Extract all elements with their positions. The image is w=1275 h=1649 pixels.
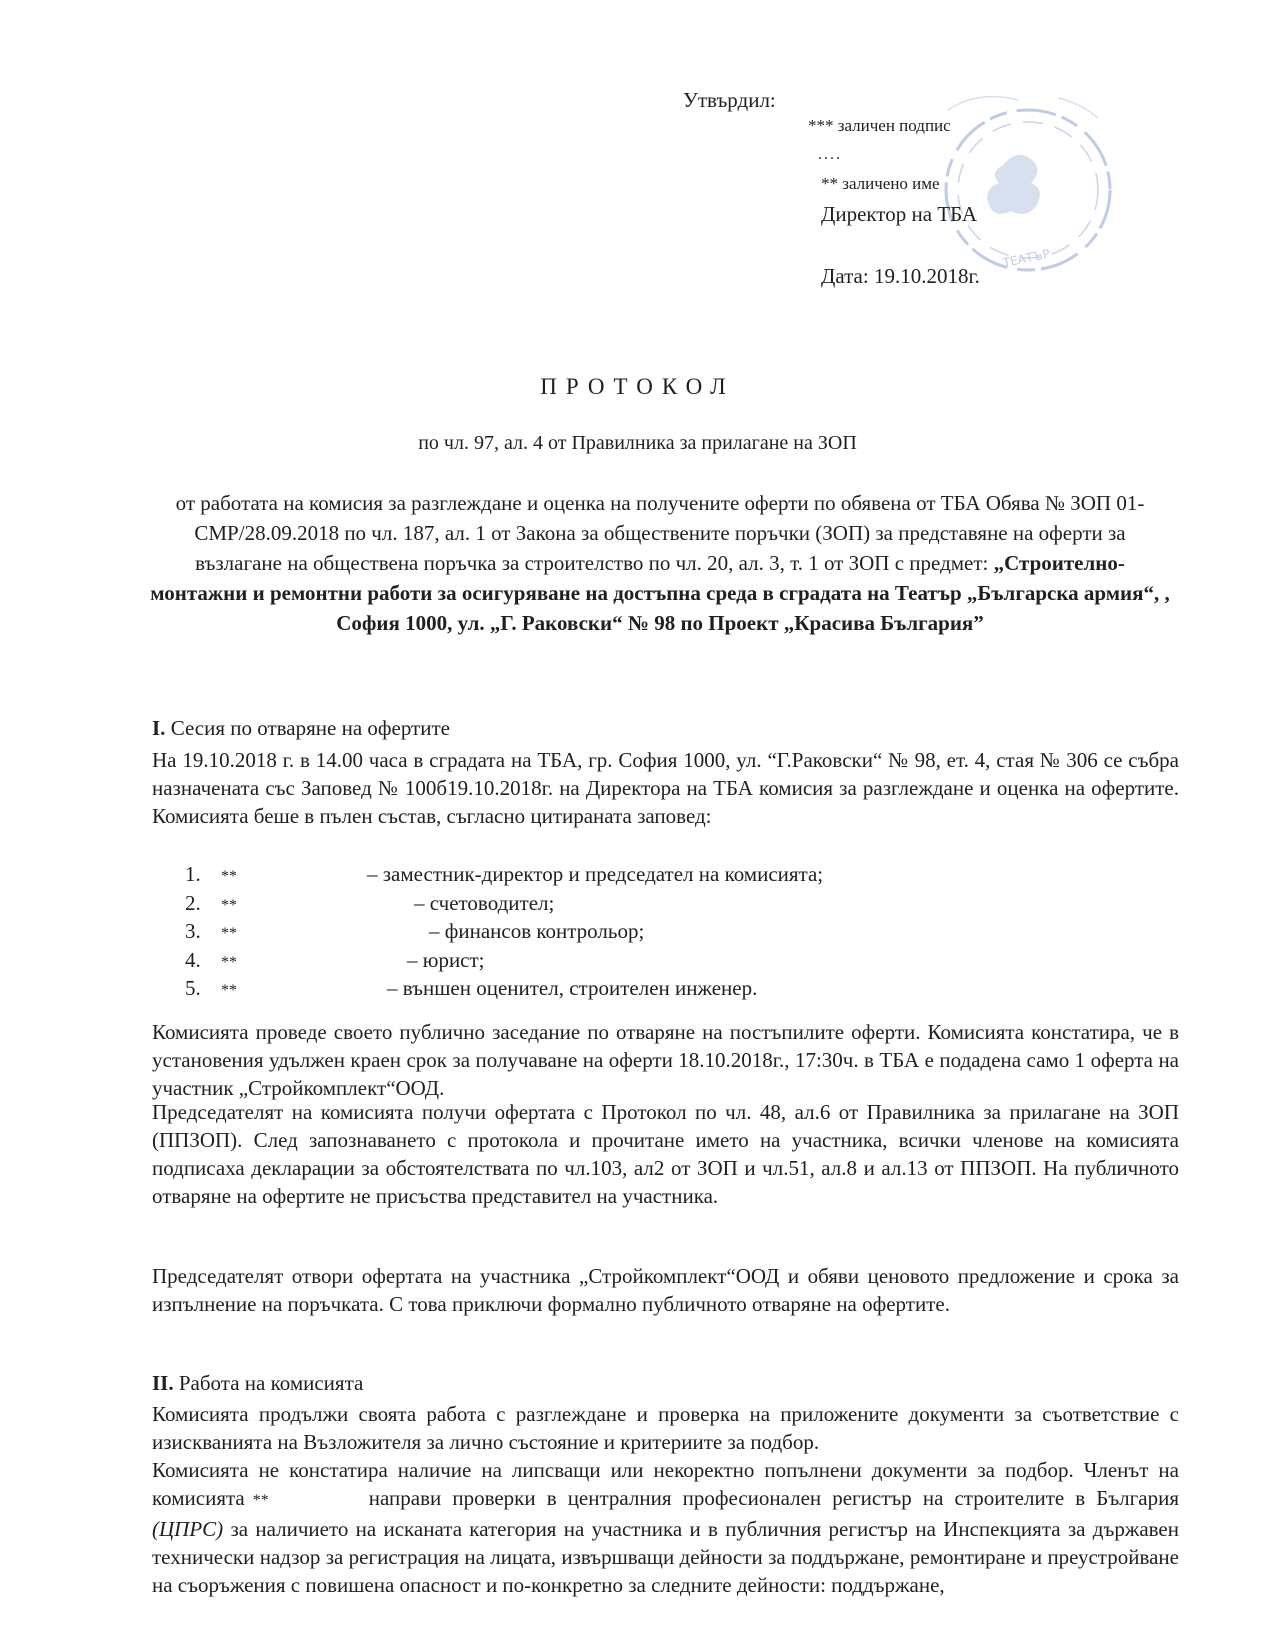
section-1-text: На 19.10.2018 г. в 14.00 часа в сградата на ТБА, гр. София 1000, ул. “Г.Раковски“ № 98, ет. 4, стая № 306 се събра назначената със Заповед № 100б19.10.2018г. на Директора на ТБА комисия за разглеждане и оценка на офертите. Комисията беше в пълен състав, съгласно цитираната заповед: xyxy=(152,748,1179,828)
redaction-mark: ** xyxy=(221,868,237,885)
chairman-paragraph: Председателят на комисията получи офертата с Протокол по чл. 48, ал.6 от Правилника за прилагане на ЗОП (ППЗОП). След запознаването с протокола и прочитане името на участника, всички членове на комисията подписаха декларации за обстоятелствата по чл.103, ал2 от ЗОП и чл.51, ал.8 и ал.13 от ППЗОП. На публичното отваряне на офертите не присъства представител на участника. xyxy=(152,1100,1179,1208)
member-role: – юрист; xyxy=(407,947,485,972)
list-item xyxy=(185,946,823,975)
text-segment: за наличието на исканата категория на участника и в публичния регистър на Инспекцията за държавен технически надзор за регистрация на лицата, извършващи дейности за поддържане, ремонтиране и преустройване на съоръжения с повишена опасност и по-конкретно за следните дейности: поддържане, xyxy=(152,1517,1179,1597)
redaction-mark: ** xyxy=(252,1492,269,1509)
svg-text:ТЕАТЪР: ТЕАТЪР xyxy=(1001,246,1052,271)
intro-subject: „Строително-монтажни и ремонтни работи за осигуряване на достъпна среда в сградата на Театър „Българска армия“, , София 1000, ул. „Г. Раковски“ № 98 по Проект „Красива България” xyxy=(150,551,1170,635)
list-number: 3. xyxy=(185,919,201,943)
member-role: – финансов контрольор; xyxy=(429,919,645,943)
section-2-text-2 xyxy=(152,1456,1179,1599)
document-subtitle: по чл. 97, ал. 4 от Правилника за прилагане на ЗОП xyxy=(418,432,857,454)
redaction-mark: ** xyxy=(221,925,237,942)
list-item xyxy=(185,889,823,918)
section-2-text-1: Комисията продължи своята работа с разглеждане и проверка на приложените документи за съответствие с изискванията на Възложителя за лично състояние и критериите за подбор. xyxy=(152,1402,1179,1454)
member-role: – заместник-директор и председател на комисията; xyxy=(367,862,824,886)
section-1-heading xyxy=(152,716,450,741)
intro-paragraph xyxy=(150,488,1170,638)
list-item xyxy=(185,974,823,1003)
name-redacted: ** заличено име xyxy=(821,174,940,193)
list-number: 4. xyxy=(185,947,201,972)
committee-members-list xyxy=(185,860,823,1003)
session-paragraph: Комисията проведе своето публично заседание по отваряне на постъпилите оферти. Комисията констатира, че в установения удължен краен срок за получаване на оферти 18.10.2018г., 17:30ч. в ТБА е подадена само 1 оферта на участник „Стройкомплект“ООД. xyxy=(152,1020,1179,1100)
section-2-title: Работа на комисията xyxy=(178,1371,364,1395)
document-title: ПРОТОКОЛ xyxy=(540,374,735,399)
text-segment: направи проверки в централния професионален регистър на строителите в България xyxy=(368,1486,1179,1510)
redaction-mark: ** xyxy=(221,896,237,914)
approved-by-label: Утвърдил: xyxy=(683,88,776,112)
signature-dots: .... xyxy=(818,146,842,163)
section-1-number: I. xyxy=(152,716,166,740)
list-number: 5. xyxy=(185,976,201,1000)
register-abbreviation: (ЦПРС) xyxy=(152,1517,224,1541)
list-item xyxy=(185,860,823,889)
member-role: – външен оценител, строителен инженер. xyxy=(387,976,758,1000)
opening-paragraph: Председателят отвори офертата на участника „Стройкомплект“ООД и обяви ценовото предложение и срока за изпълнение на поръчката. С това приключи формално публичното отваряне на офертите. xyxy=(152,1264,1179,1316)
section-2-heading xyxy=(152,1371,363,1396)
intro-text: от работата на комисия за разглеждане и оценка на получените оферти по обявена от ТБА Обява № ЗОП 01-СМР/28.09.2018 по чл. 187, ал. 1 от Закона за обществените поръчки (ЗОП) за представяне на оферти за възлагане на обществена поръчка за строителство по чл. 20, ал. 3, т. 1 от ЗОП с предмет: xyxy=(175,491,1145,575)
text-segment: Комисията не констатира наличие на липсващи или некоректно попълнени документи за подбор. Членът на комисията xyxy=(152,1458,1179,1510)
section-2-number: II. xyxy=(152,1371,174,1395)
signature-redacted: *** заличен подпис xyxy=(808,116,951,135)
director-title: Директор на ТБА xyxy=(821,202,978,226)
list-number: 2. xyxy=(185,890,201,915)
redaction-mark: ** xyxy=(221,953,237,971)
approval-date: Дата: 19.10.2018г. xyxy=(821,264,980,288)
section-1-title: Сесия по отваряне на офертите xyxy=(170,716,450,740)
member-role: – счетоводител; xyxy=(414,890,555,915)
list-number: 1. xyxy=(185,862,201,886)
redaction-mark: ** xyxy=(221,982,237,999)
list-item xyxy=(185,917,823,946)
approval-block xyxy=(683,88,1133,298)
